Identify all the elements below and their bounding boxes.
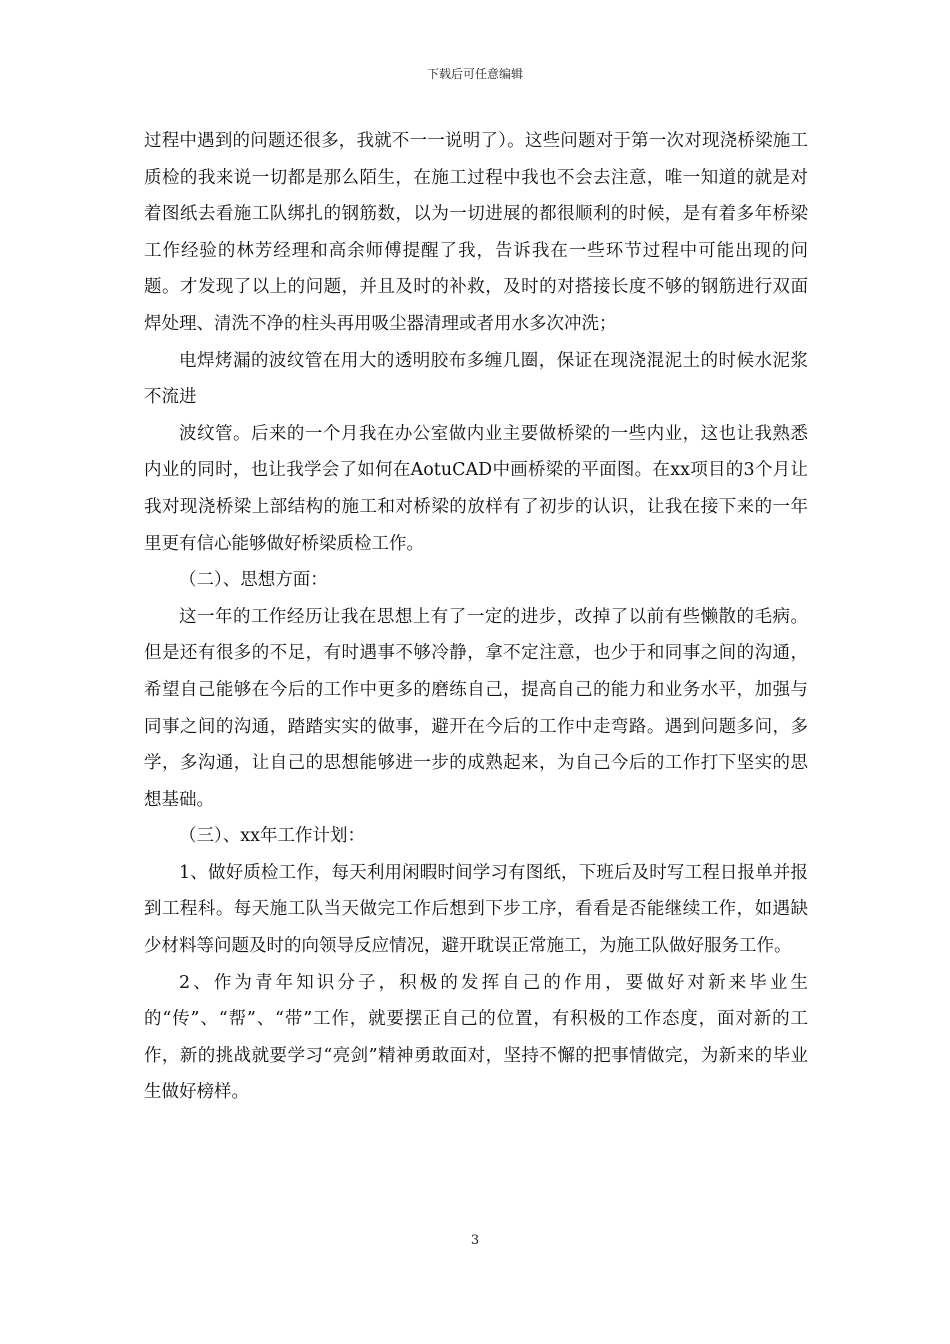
plan-item-2: 2、作为青年知识分子，积极的发挥自己的作用，要做好对新来毕业生的“传”、“帮”、“带”工作，就要摆正自己的位置，有积极的工作态度，面对新的工作，新的挑战就要学习“亮剑”精神勇敢面对，坚持不懈的把事情做完，为新来的毕业生做好榜样。 (144, 972, 808, 1103)
section-heading-thought: （二）、思想方面： (179, 570, 328, 591)
paragraph-5: 这一年的工作经历让我在思想上有了一定的进步，改掉了以前有些懒散的毛病。但是还有很多的不足，有时遇事不够冷静，拿不定注意，也少于和同事之间的沟通，希望自己能够在今后的工作中更多的磨练自己，提高自己的能力和业务水平，加强与同事之间的沟通，踏踏实实的做事，避开在今后的工作中走弯路。遇到问题多问，多学，多沟通，让自己的思想能够进一步的成熟起来，为自己今后的工作打下坚实的思想基础。 (144, 606, 808, 810)
page-header: 下载后可任意编辑 (426, 67, 523, 81)
section-heading-plan: （三）、xx年工作计划： (179, 826, 365, 847)
paragraph-2: 电焊烤漏的波纹管在用大的透明胶布多缠几圈，保证在现浇混泥土的时候水泥浆不流进 (144, 350, 808, 408)
page-number: 3 (470, 1233, 480, 1248)
plan-item-1: 1、做好质检工作，每天利用闲暇时间学习有图纸，下班后及时写工程日报单并报到工程科。每天施工队当天做完工作后想到下步工序，看看是否能继续工作，如遇缺少材料等问题及时的向领导反应情况，避开耽误正常施工，为施工队做好服务工作。 (144, 862, 808, 957)
document-body (144, 123, 808, 1111)
paragraph-3: 波纹管。后来的一个月我在办公室做内业主要做桥梁的一些内业，这也让我熟悉内业的同时，也让我学会了如何在AotuCAD中画桥梁的平面图。在xx项目的3个月让我对现浇桥梁上部结构的施工和对桥梁的放样有了初步的认识，让我在接下来的一年里更有信心能够做好桥梁质检工作。 (144, 423, 808, 554)
paragraph-1: 过程中遇到的问题还很多，我就不一一说明了）。这些问题对于第一次对现浇桥梁施工质检的我来说一切都是那么陌生，在施工过程中我也不会去注意，唯一知道的就是对着图纸去看施工队绑扎的钢筋数，以为一切进展的都很顺利的时候，是有着多年桥梁工作经验的林芳经理和高余师傅提醒了我，告诉我在一些环节过程中可能出现的问题。才发现了以上的问题，并且及时的补救，及时的对搭接长度不够的钢筋进行双面焊处理、清洗不净的柱头再用吸尘器清理或者用水多次冲洗； (144, 131, 808, 334)
